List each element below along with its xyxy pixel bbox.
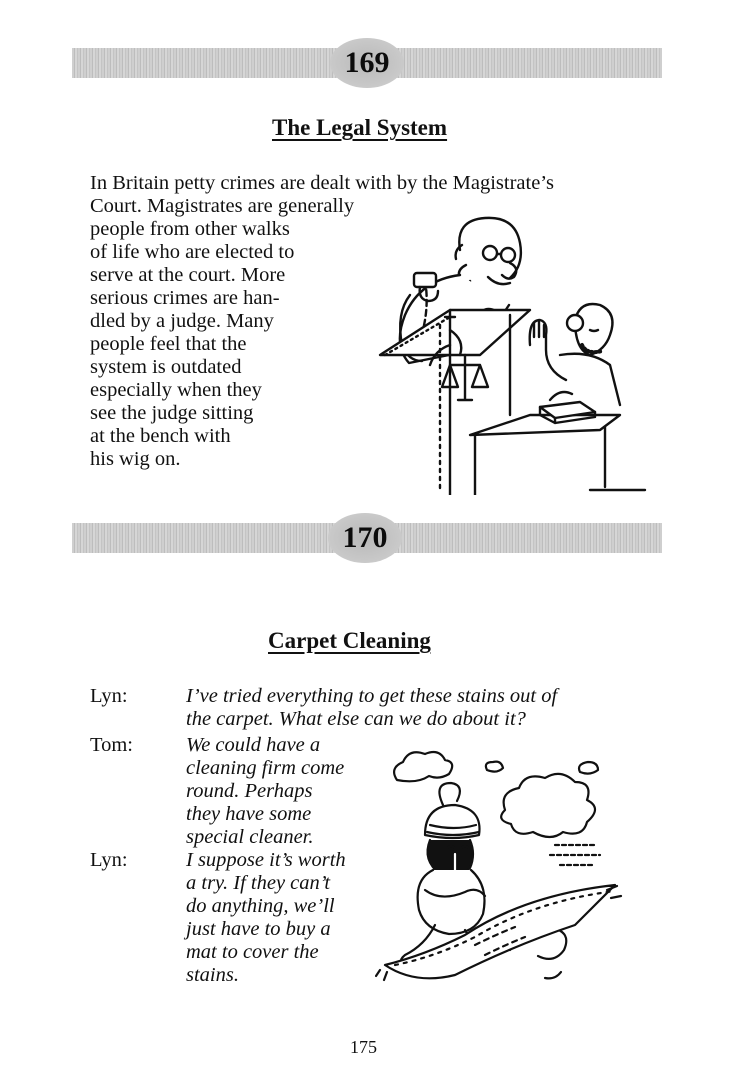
page-number: 175 <box>350 1037 377 1057</box>
speaker-label: Tom: <box>90 734 133 756</box>
speaker-label: Lyn: <box>90 685 128 707</box>
dialogue-line: a try. If they can’t <box>186 872 331 894</box>
dialogue-line: they have some <box>186 803 312 825</box>
paragraph-line: of life who are elected to <box>90 241 295 263</box>
paragraph-line: see the judge sitting <box>90 402 254 424</box>
section-title: The Legal System <box>272 115 448 140</box>
section-title: Carpet Cleaning <box>268 628 431 653</box>
paragraph-line: serve at the court. More <box>90 264 286 286</box>
dialogue-line: I suppose it’s worth <box>186 849 346 871</box>
dialogue-line: mat to cover the <box>186 941 319 963</box>
paragraph-line: In Britain petty crimes are dealt with by the Magistrate’s <box>90 172 554 194</box>
dialogue-line: special cleaner. <box>186 826 314 848</box>
paragraph-line: his wig on. <box>90 448 181 470</box>
dialogue-line: just have to buy a <box>186 918 331 940</box>
paragraph-line: especially when they <box>90 379 262 401</box>
dialogue-line: round. Perhaps <box>186 780 313 802</box>
dialogue-line: the carpet. What else can we do about it? <box>186 708 526 730</box>
paragraph-line: people from other walks <box>90 218 290 240</box>
dialogue-line: do anything, we’ll <box>186 895 335 917</box>
flying-carpet-illustration <box>375 750 625 990</box>
dialogue-line: stains. <box>186 964 239 986</box>
dialogue-line: cleaning firm come <box>186 757 345 779</box>
section-number-badge: 169 <box>330 38 404 88</box>
section-number-badge: 170 <box>328 513 402 563</box>
dialogue-line: I’ve tried everything to get these stains out of <box>186 685 558 707</box>
dialogue-line: We could have a <box>186 734 321 756</box>
judge-at-bench-illustration <box>350 205 650 495</box>
speaker-label: Lyn: <box>90 849 128 871</box>
paragraph-line: people feel that the <box>90 333 247 355</box>
paragraph-line: at the bench with <box>90 425 231 447</box>
paragraph-line: dled by a judge. Many <box>90 310 274 332</box>
paragraph-line: system is outdated <box>90 356 242 378</box>
paragraph-line: Court. Magistrates are generally <box>90 195 355 217</box>
paragraph-line: serious crimes are han- <box>90 287 280 309</box>
